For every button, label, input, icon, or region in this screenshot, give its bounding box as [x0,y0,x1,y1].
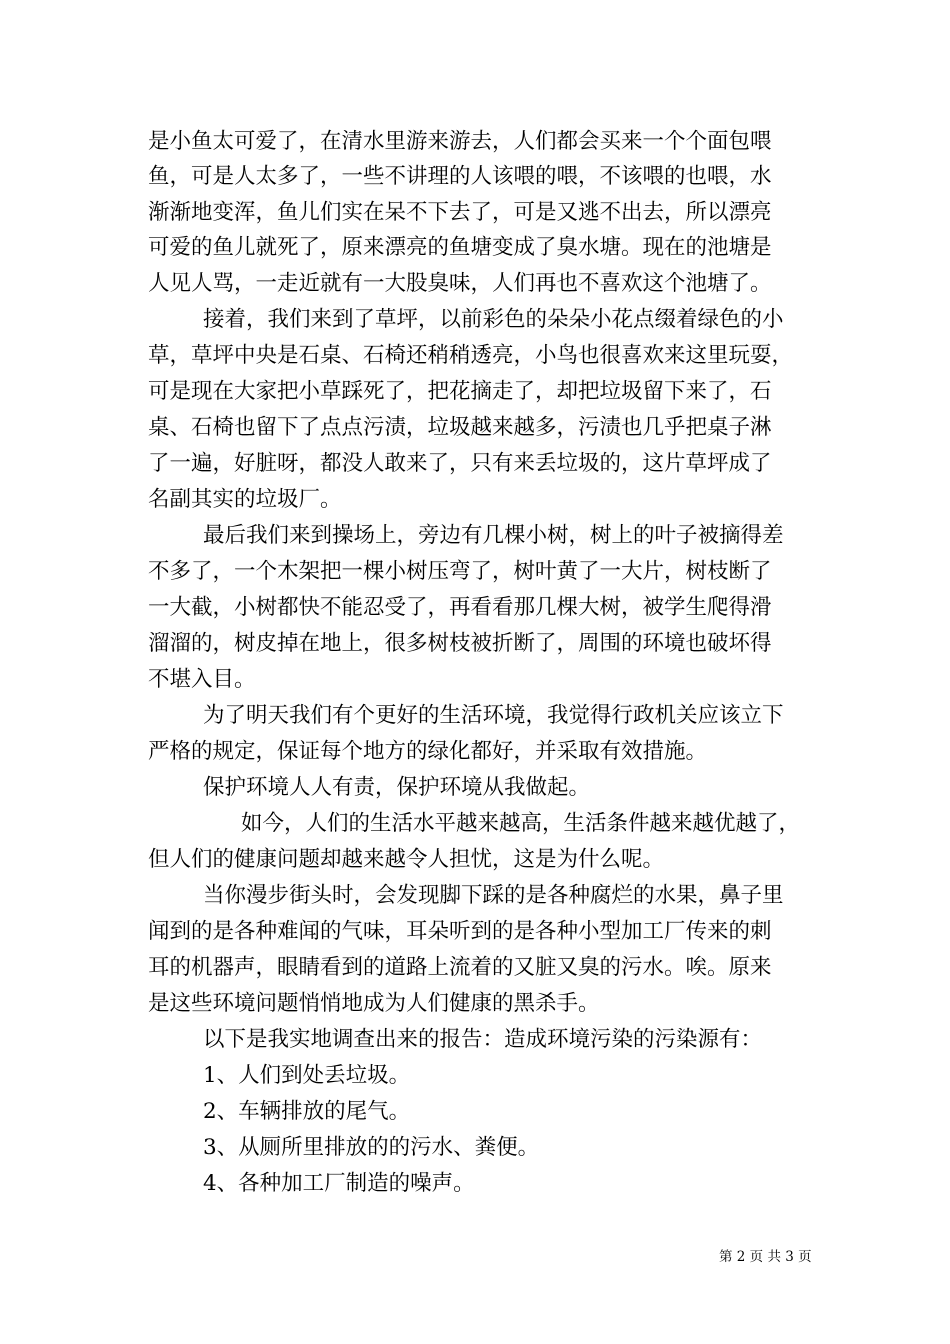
text-line: 3、从厕所里排放的的污水、粪便。 [203,1135,540,1160]
text-line: 是小鱼太可爱了，在清水里游来游去，人们都会买来一个个面包喂 [148,129,772,154]
text-line: 2、车辆排放的尾气。 [203,1099,411,1124]
text-line: 最后我们来到操场上，旁边有几棵小树，树上的叶子被摘得差 [203,523,784,548]
text-line: 渐渐地变浑，鱼儿们实在呆不下去了，可是又逃不出去，所以漂亮 [148,200,772,225]
text-line: 但人们的健康问题却越来越令人担忧，这是为什么呢。 [148,847,665,872]
text-line: 名副其实的垃圾厂。 [148,487,342,512]
text-line: 人见人骂，一走近就有一大股臭味，人们再也不喜欢这个池塘了。 [148,271,772,296]
text-line: 了一遍，好脏呀，都没人敢来了，只有来丢垃圾的，这片草坪成了 [148,451,772,476]
text-line: 以下是我实地调查出来的报告：造成环境污染的污染源有： [203,1027,763,1052]
text-line: 如今，人们的生活水平越来越高，生活条件越来越优越了， [241,811,801,836]
text-line: 严格的规定，保证每个地方的绿化都好，并采取有效措施。 [148,739,708,764]
text-line: 闻到的是各种难闻的气味，耳朵听到的是各种小型加工厂传来的刺 [148,919,772,944]
text-line: 1、人们到处丢垃圾。 [203,1063,411,1088]
text-line: 不多了，一个木架把一棵小树压弯了，树叶黄了一大片，树枝断了 [148,559,772,584]
text-line: 4、各种加工厂制造的噪声。 [203,1171,475,1196]
text-line: 当你漫步街头时，会发现脚下踩的是各种腐烂的水果，鼻子里 [203,883,784,908]
text-line: 桌、石椅也留下了点点污渍，垃圾越来越多，污渍也几乎把桌子淋 [148,415,772,440]
text-line: 可爱的鱼儿就死了，原来漂亮的鱼塘变成了臭水塘。现在的池塘是 [148,235,772,260]
text-line: 耳的机器声，眼睛看到的道路上流着的又脏又臭的污水。唉。原来 [148,955,772,980]
text-line: 一大截，小树都快不能忍受了，再看看那几棵大树，被学生爬得滑 [148,595,772,620]
text-line: 为了明天我们有个更好的生活环境，我觉得行政机关应该立下 [203,703,784,728]
text-line: 是这些环境问题悄悄地成为人们健康的黑杀手。 [148,991,600,1016]
page-number-footer: 第 2 页 共 3 页 [719,1249,812,1265]
text-line: 溜溜的，树皮掉在地上，很多树枝被折断了，周围的环境也破坏得 [148,631,772,656]
text-line: 接着，我们来到了草坪，以前彩色的朵朵小花点缀着绿色的小 [203,307,784,332]
text-line: 鱼，可是人太多了，一些不讲理的人该喂的喂，不该喂的也喂，水 [148,164,772,189]
text-line: 可是现在大家把小草踩死了，把花摘走了，却把垃圾留下来了，石 [148,379,772,404]
text-line: 保护环境人人有责，保护环境从我做起。 [203,775,591,800]
text-line: 草，草坪中央是石桌、石椅还稍稍透亮，小鸟也很喜欢来这里玩耍， [148,343,794,368]
text-line: 不堪入目。 [148,667,256,692]
